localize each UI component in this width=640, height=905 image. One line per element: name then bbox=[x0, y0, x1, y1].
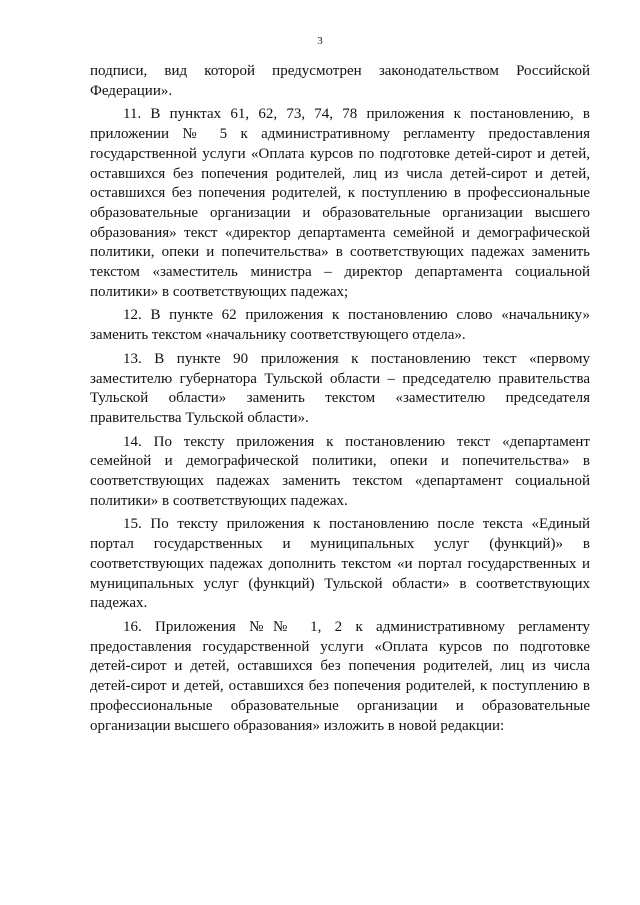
paragraph-item-12: 12. В пункте 62 приложения к постановлению слово «начальнику» заменить текстом «начальнику соответствующего отдела». bbox=[90, 307, 590, 344]
paragraph-item-11: 11. В пунктах 61, 62, 73, 74, 78 приложения к постановлению, в приложении № 5 к административному регламенту предоставления государственной услуги «Оплата курсов по подготовке детей-сирот и детей, оставшихся без попечения родителей, лиц из числа детей-сирот и детей, оставшихся без попечения родителей, к поступлению в профессиональные образовательные организации и образовательные организации высшего образования» текст «директор департамента семейной и демографической политики, опеки и попечительства» в соответствующих падежах заменить текстом «заместитель министра – директор департамента социальной политики» в соответствующих падежах; bbox=[90, 106, 590, 300]
paragraph-item-13: 13. В пункте 90 приложения к постановлению текст «первому заместителю губернатора Тульской области – председателю правительства Тульской области» заменить текстом «заместителю председателя правительства Тульской области». bbox=[90, 350, 590, 426]
document-body bbox=[90, 62, 590, 740]
paragraph-item-14: 14. По тексту приложения к постановлению текст «департамент семейной и демографической политики, опеки и попечительства» в соответствующих падежах заменить текстом «департамент социальной политики» в соответствующих падежах. bbox=[90, 433, 590, 509]
paragraph-continuation: подписи, вид которой предусмотрен законодательством Российской Федерации». bbox=[90, 63, 590, 99]
paragraph-item-15: 15. По тексту приложения к постановлению после текста «Единый портал государственных и муниципальных услуг (функций)» в соответствующих падежах дополнить текстом «и портал государственных и муниципальных услуг (функций) Тульской области» в соответствующих падежах. bbox=[90, 516, 590, 612]
page-number: 3 bbox=[317, 35, 323, 47]
paragraph-item-16: 16. Приложения №№ 1, 2 к административному регламенту предоставления государственной услуги «Оплата курсов по подготовке детей-сирот и детей, оставшихся без попечения родителей, лиц из числа детей-сирот и детей, оставшихся без попечения родителей, к поступлению в профессиональные образовательные организации и образовательные организации высшего образования» изложить в новой редакции: bbox=[90, 618, 590, 734]
